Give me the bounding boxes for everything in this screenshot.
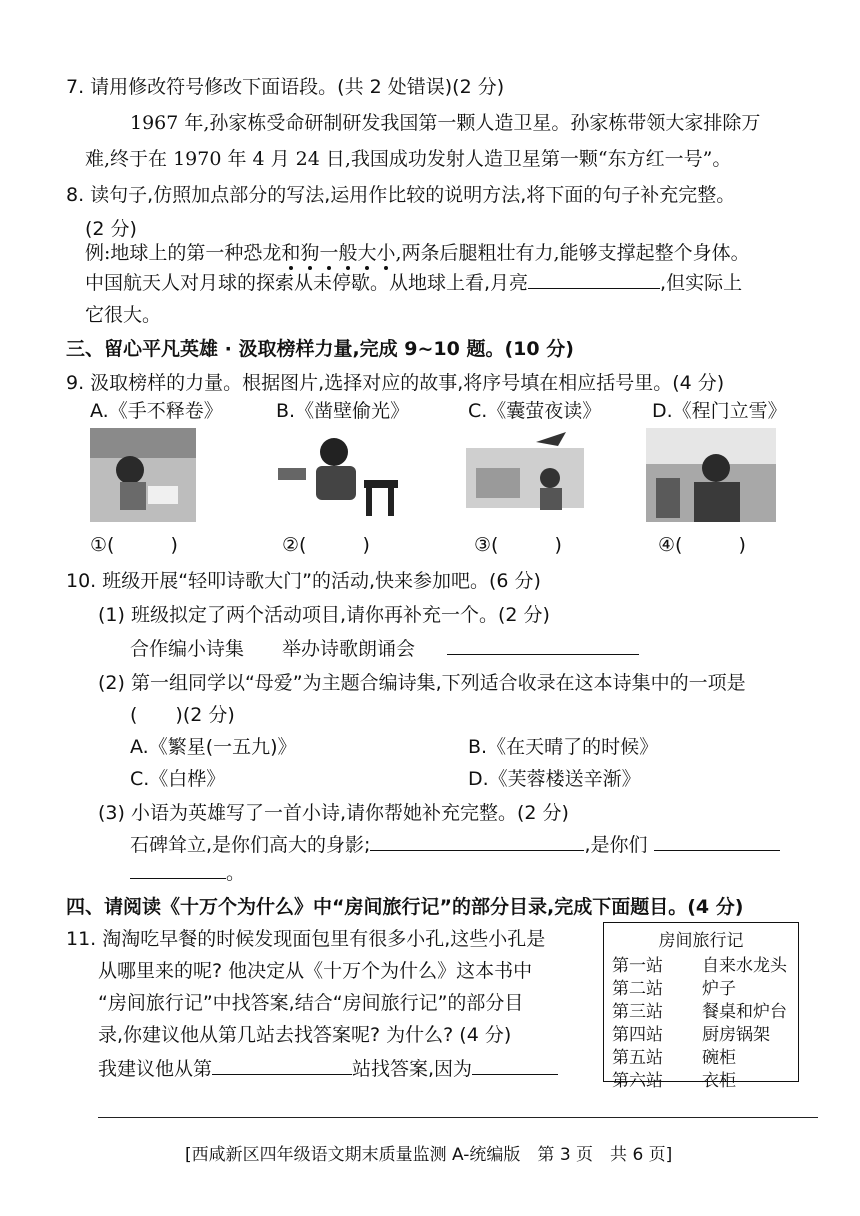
catalog-place: 炉子 — [702, 979, 736, 999]
q7-text-line2: 难,终于在 1970 年 4 月 24 日,我国成功发射人造卫星第一颗“东方红一号”。 — [85, 148, 732, 170]
catalog-station: 第二站 — [612, 979, 663, 999]
q9-slot-1-open: ①( — [90, 534, 115, 556]
q9-slot-3 — [474, 530, 562, 560]
page-footer: [西咸新区四年级语文期末质量监测 A-统编版 第 3 页 共 6 页] — [185, 1145, 673, 1165]
q11-line2: 从哪里来的呢? 他决定从《十万个为什么》这本书中 — [98, 960, 533, 982]
q11-line4: 录,你建议他从第几站去找答案呢? 为什么? (4 分) — [98, 1024, 512, 1046]
q10-part1-items-text: 合作编小诗集 举办诗歌朗诵会 — [130, 638, 416, 660]
section4-title: 四、请阅读《十万个为什么》中“房间旅行记”的部分目录,完成下面题目。(4 分) — [66, 896, 744, 918]
q10-part2-option-d: D.《芙蓉楼送辛渐》 — [468, 768, 641, 790]
catalog-place: 自来水龙头 — [702, 956, 787, 976]
q9-slot-2-open: ②( — [282, 534, 307, 556]
q8-score: (2 分) — [85, 218, 137, 240]
q10-part2-option-a: A.《繁星(一五九)》 — [130, 736, 297, 758]
q9-slot-4-close: ) — [738, 534, 746, 556]
q11-line5-b: 站找答案,因为 — [352, 1058, 473, 1080]
catalog-station: 第一站 — [612, 956, 663, 976]
q10-part1-blank[interactable] — [447, 634, 639, 655]
q8-dotted-char: 大 — [357, 242, 377, 264]
q10-part2-paren[interactable]: ( )(2 分) — [130, 704, 235, 726]
q11-reason-blank[interactable] — [472, 1054, 558, 1075]
q9-slot-2 — [282, 530, 370, 560]
catalog-station: 第四站 — [612, 1025, 663, 1045]
catalog-row — [604, 978, 798, 1001]
footer-divider — [98, 1117, 818, 1118]
q7-text-line1: 1967 年,孙家栋受命研制研发我国第一颗人造卫星。孙家栋带领大家排除万 — [130, 112, 761, 134]
catalog-station: 第三站 — [612, 1002, 663, 1022]
q10-part3-blank1[interactable] — [370, 830, 584, 851]
catalog-station: 第六站 — [612, 1071, 663, 1091]
catalog-row — [604, 1001, 798, 1024]
q9-slot-4 — [658, 530, 746, 560]
catalog-row — [604, 1024, 798, 1047]
q10-part3-poem-a: 石碑耸立,是你们高大的身影; — [130, 834, 371, 856]
q9-option-a: A.《手不释卷》 — [90, 400, 223, 422]
catalog-box — [603, 922, 799, 1091]
q9-option-b: B.《凿壁偷光》 — [276, 400, 410, 422]
q10-part3-end: 。 — [226, 862, 246, 884]
q9-slot-3-open: ③( — [474, 534, 499, 556]
q11-station-blank[interactable] — [212, 1054, 352, 1075]
q9-picture-3 — [466, 428, 584, 522]
q10-part2-option-c: C.《白桦》 — [130, 768, 226, 790]
q10-part3-line2 — [130, 858, 245, 888]
q10-part1-items — [130, 634, 639, 664]
q8-answer-blank[interactable] — [528, 268, 660, 289]
q9-option-d: D.《程门立雪》 — [652, 400, 787, 422]
q8-example — [85, 238, 750, 268]
q8-dotted-char: 狗 — [300, 242, 320, 264]
q8-dotted-char: 般 — [338, 242, 358, 264]
q9-picture-2 — [268, 428, 406, 522]
q9-slot-1 — [90, 530, 178, 560]
q10-part3-poem-b: ,是你们 — [584, 834, 648, 856]
q9-slot-2-close: ) — [362, 534, 370, 556]
q8-title: 8. 读句子,仿照加点部分的写法,运用作比较的说明方法,将下面的句子补充完整。 — [66, 184, 736, 206]
q8-example-before: 例:地球上的第一种恐龙 — [85, 242, 282, 264]
q8-sentence-b: ,但实际上 — [660, 272, 743, 294]
q9-picture-4 — [646, 428, 776, 522]
q10-part3: (3) 小语为英雄写了一首小诗,请你帮她补充完整。(2 分) — [98, 802, 569, 824]
catalog-row — [604, 1047, 798, 1070]
q10-part3-blank2[interactable] — [654, 830, 780, 851]
catalog-row — [604, 1070, 798, 1093]
q8-dotted-char: 一 — [319, 242, 339, 264]
q10-part3-blank3[interactable] — [130, 858, 226, 879]
catalog-place: 餐桌和炉台 — [702, 1002, 787, 1022]
q9-title: 9. 汲取榜样的力量。根据图片,选择对应的故事,将序号填在相应括号里。(4 分) — [66, 372, 725, 394]
q8-sentence-a: 中国航天人对月球的探索从未停歇。从地球上看,月亮 — [85, 272, 529, 294]
q10-part1: (1) 班级拟定了两个活动项目,请你再补充一个。(2 分) — [98, 604, 550, 626]
q10-part2: (2) 第一组同学以“母爱”为主题合编诗集,下列适合收录在这本诗集中的一项是 — [98, 672, 746, 694]
catalog-station: 第五站 — [612, 1048, 663, 1068]
q8-example-dotted — [281, 242, 395, 264]
q7-title: 7. 请用修改符号修改下面语段。(共 2 处错误)(2 分) — [66, 76, 505, 98]
q11-line5 — [98, 1054, 558, 1084]
catalog-place: 厨房锅架 — [702, 1025, 770, 1045]
q11-line1: 11. 淘淘吃早餐的时候发现面包里有很多小孔,这些小孔是 — [66, 928, 546, 950]
q11-line5-a: 我建议他从第 — [98, 1058, 213, 1080]
q9-slot-3-close: ) — [554, 534, 562, 556]
q11-line3: “房间旅行记”中找答案,结合“房间旅行记”的部分目 — [98, 992, 524, 1014]
catalog-place: 衣柜 — [702, 1071, 736, 1091]
q8-sentence-c: 它很大。 — [85, 304, 162, 326]
catalog-row — [604, 955, 798, 978]
catalog-place: 碗柜 — [702, 1048, 736, 1068]
catalog-title: 房间旅行记 — [658, 931, 744, 951]
q10-title: 10. 班级开展“轻叩诗歌大门”的活动,快来参加吧。(6 分) — [66, 570, 541, 592]
q8-example-after: ,两条后腿粗壮有力,能够支撑起整个身体。 — [395, 242, 750, 264]
q9-picture-1 — [90, 428, 196, 522]
q9-slot-4-open: ④( — [658, 534, 683, 556]
q10-part2-option-b: B.《在天晴了的时候》 — [468, 736, 659, 758]
q10-part3-poem — [130, 830, 780, 860]
q8-sentence — [85, 268, 742, 298]
q8-dotted-char: 和 — [281, 242, 301, 264]
q8-dotted-char: 小 — [376, 242, 396, 264]
q9-option-c: C.《囊萤夜读》 — [468, 400, 602, 422]
q9-slot-1-close: ) — [170, 534, 178, 556]
section3-title: 三、留心平凡英雄 · 汲取榜样力量,完成 9~10 题。(10 分) — [66, 338, 574, 360]
